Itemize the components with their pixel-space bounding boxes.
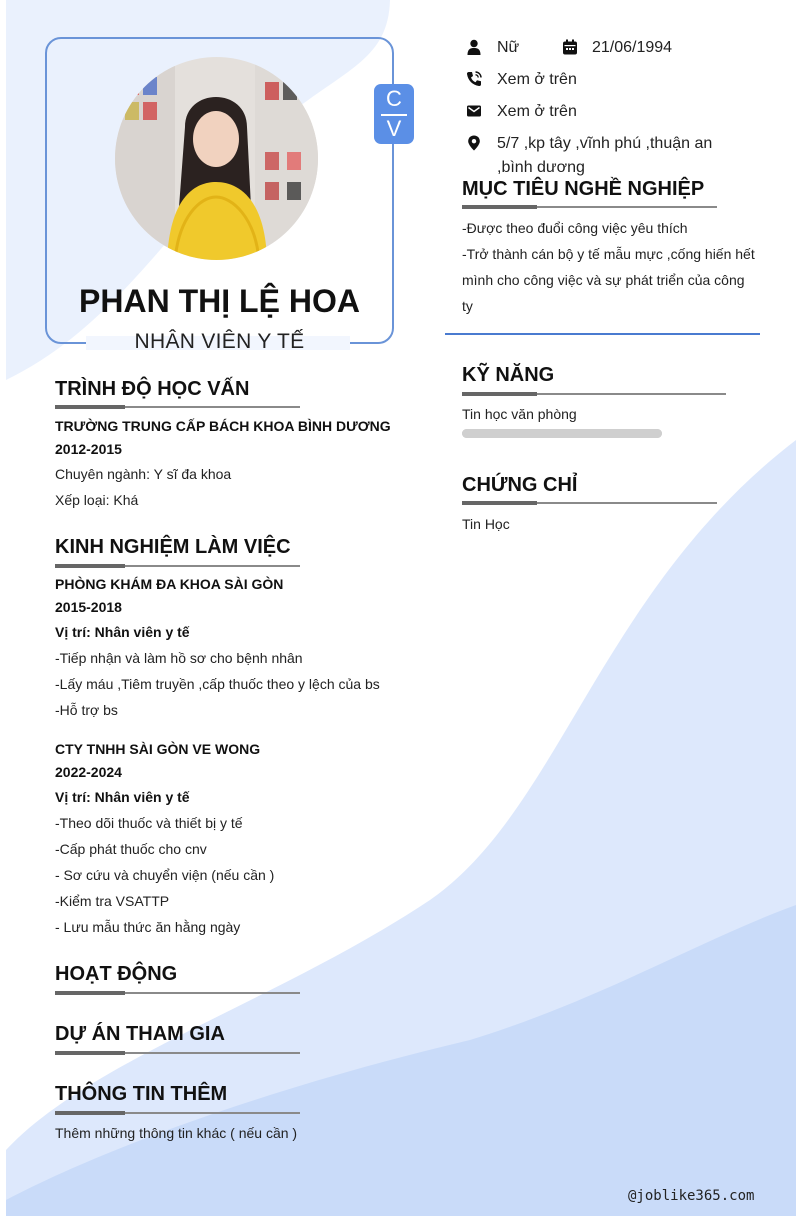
job-duty: -Hỗ trợ bs [55, 702, 118, 718]
job-duty: -Tiếp nhận và làm hồ sơ cho bệnh nhân [55, 650, 303, 666]
job-duty: -Cấp phát thuốc cho cnv [55, 841, 207, 857]
candidate-name: PHAN THỊ LỆ HOA [79, 283, 360, 319]
certificate-item: Tin Học [462, 516, 510, 532]
additional-rule-accent [55, 1111, 125, 1115]
education-major: Chuyên ngành: Y sĩ đa khoa [55, 466, 232, 482]
section-separator [445, 333, 760, 335]
objective-line: ty [462, 298, 473, 314]
job-years: 2015-2018 [55, 599, 122, 615]
profile-photo [115, 57, 318, 260]
gender-value: Nữ [497, 39, 520, 56]
objective-line: -Được theo đuổi công việc yêu thích [462, 220, 688, 236]
skill-level-fill [462, 429, 662, 438]
certificates-heading: CHỨNG CHỈ [462, 474, 578, 496]
skill-level-bar [462, 429, 662, 438]
education-years: 2012-2015 [55, 441, 122, 457]
education-grade: Xếp loại: Khá [55, 492, 139, 508]
mail-icon [466, 103, 482, 119]
phone-value: Xem ở trên [497, 71, 577, 88]
job-company: PHÒNG KHÁM ĐA KHOA SÀI GÒN [55, 576, 284, 592]
calendar-icon [562, 39, 578, 55]
skills-heading: KỸ NĂNG [462, 364, 555, 386]
job-duty: -Lấy máu ,Tiêm truyền ,cấp thuốc theo y lệch của bs [55, 676, 380, 692]
school-name: TRƯỜNG TRUNG CẤP BÁCH KHOA BÌNH DƯƠNG [55, 418, 391, 434]
objective-heading: MỤC TIÊU NGHỀ NGHIỆP [462, 178, 705, 200]
email-value: Xem ở trên [497, 103, 577, 120]
job-duty: - Lưu mẫu thức ăn hằng ngày [55, 919, 241, 935]
objective-line: -Trở thành cán bộ y tế mẫu mực ,cống hiến hết [462, 246, 755, 262]
phone-icon [466, 71, 482, 87]
additional-heading: THÔNG TIN THÊM [55, 1083, 228, 1105]
cv-badge-top: C [386, 86, 402, 111]
activities-rule-accent [55, 991, 125, 995]
skill-name: Tin học văn phòng [462, 406, 577, 422]
education-rule-accent [55, 405, 125, 409]
objective-line: mình cho công việc và sự phát triển của công [462, 272, 745, 288]
job-duty: -Kiểm tra VSATTP [55, 893, 170, 909]
cv-badge-bottom: V [386, 116, 402, 141]
candidate-role: NHÂN VIÊN Y TẾ [134, 330, 305, 353]
cv-badge [374, 84, 414, 144]
activities-heading: HOẠT ĐỘNG [55, 963, 178, 985]
projects-rule-accent [55, 1051, 125, 1055]
address-line-1: 5/7 ,kp tây ,vĩnh phú ,thuận an [497, 135, 713, 152]
job-position: Vị trí: Nhân viên y tế [55, 789, 190, 805]
certificates-rule-accent [462, 501, 537, 505]
birthdate-value: 21/06/1994 [592, 39, 673, 56]
job-duty: - Sơ cứu và chuyển viện (nếu cần ) [55, 867, 275, 883]
projects-heading: DỰ ÁN THAM GIA [55, 1023, 225, 1045]
experience-rule-accent [55, 564, 125, 568]
job-company: CTY TNHH SÀI GÒN VE WONG [55, 741, 261, 757]
person-icon [466, 39, 482, 55]
skills-rule-accent [462, 392, 537, 396]
address-line-2: ,bình dương [497, 159, 585, 176]
experience-heading: KINH NGHIỆM LÀM VIỆC [55, 536, 291, 558]
education-heading: TRÌNH ĐỘ HỌC VẤN [55, 378, 250, 400]
job-position: Vị trí: Nhân viên y tế [55, 624, 190, 640]
job-duty: -Theo dõi thuốc và thiết bị y tế [55, 815, 243, 831]
location-pin-icon [466, 135, 482, 151]
job-years: 2022-2024 [55, 764, 122, 780]
objective-rule-accent [462, 205, 537, 209]
footer-watermark: @joblike365.com [628, 1188, 755, 1204]
additional-text: Thêm những thông tin khác ( nếu cần ) [55, 1125, 298, 1141]
